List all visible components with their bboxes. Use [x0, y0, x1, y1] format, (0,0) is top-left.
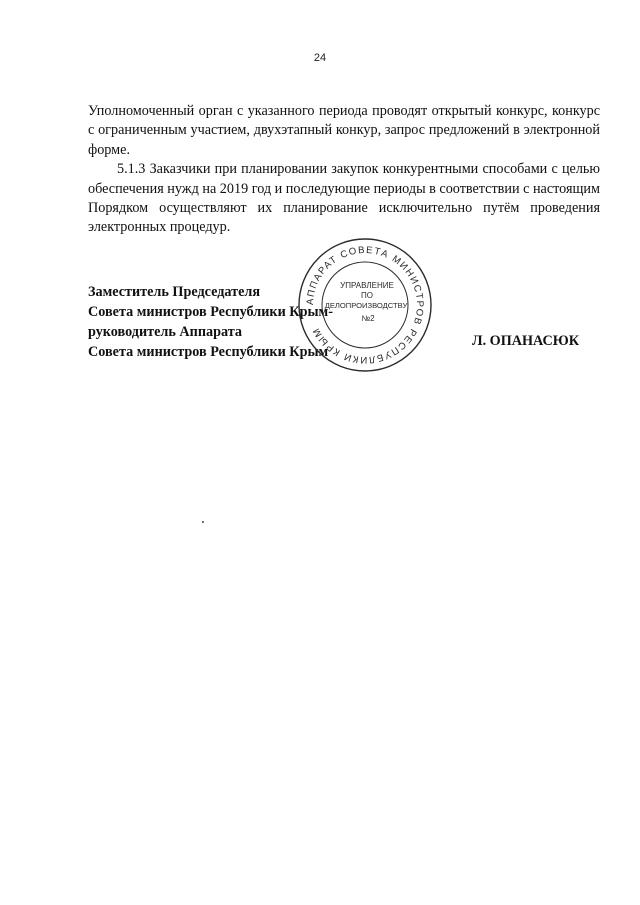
paragraph-5-1-3: 5.1.3 Заказчики при планировании закупок конкурентными способами с целью обеспечения нужд на 2019 год и последующие периоды в соответствии с настоящим Порядком осуществляют их планирование исключительно путём проведения электронных процедур. — [88, 161, 600, 236]
official-stamp — [296, 236, 434, 374]
stamp-inner-line: ПО — [361, 291, 373, 300]
scan-speck — [202, 521, 204, 523]
stamp-inner-line: ДЕЛОПРОИЗВОДСТВУ — [324, 301, 408, 310]
page-number: 24 — [313, 52, 327, 64]
paragraph-continuation: Уполномоченный орган с указанного периода проводят открытый конкурс, конкурс с ограниченным участием, двухэтапный конкур, запрос предложений в электронной форме. — [88, 103, 600, 158]
signature-title-line: Заместитель Председателя — [88, 284, 261, 300]
signature-title-line: Совета министров Республики Крым — [88, 344, 329, 360]
stamp-outer-text: АППАРАТ СОВЕТА МИНИСТРОВ РЕСПУБЛИКИ КРЫМ — [304, 244, 426, 366]
signer-name: Л. ОПАНАСЮК — [472, 333, 580, 349]
signature-title-line: руководитель Аппарата — [88, 324, 242, 340]
signature-title-line: Совета министров Республики Крым- — [88, 304, 333, 320]
body-text — [88, 102, 600, 238]
stamp-inner-line: №2 — [361, 314, 375, 323]
stamp-inner-line: УПРАВЛЕНИЕ — [340, 281, 394, 290]
